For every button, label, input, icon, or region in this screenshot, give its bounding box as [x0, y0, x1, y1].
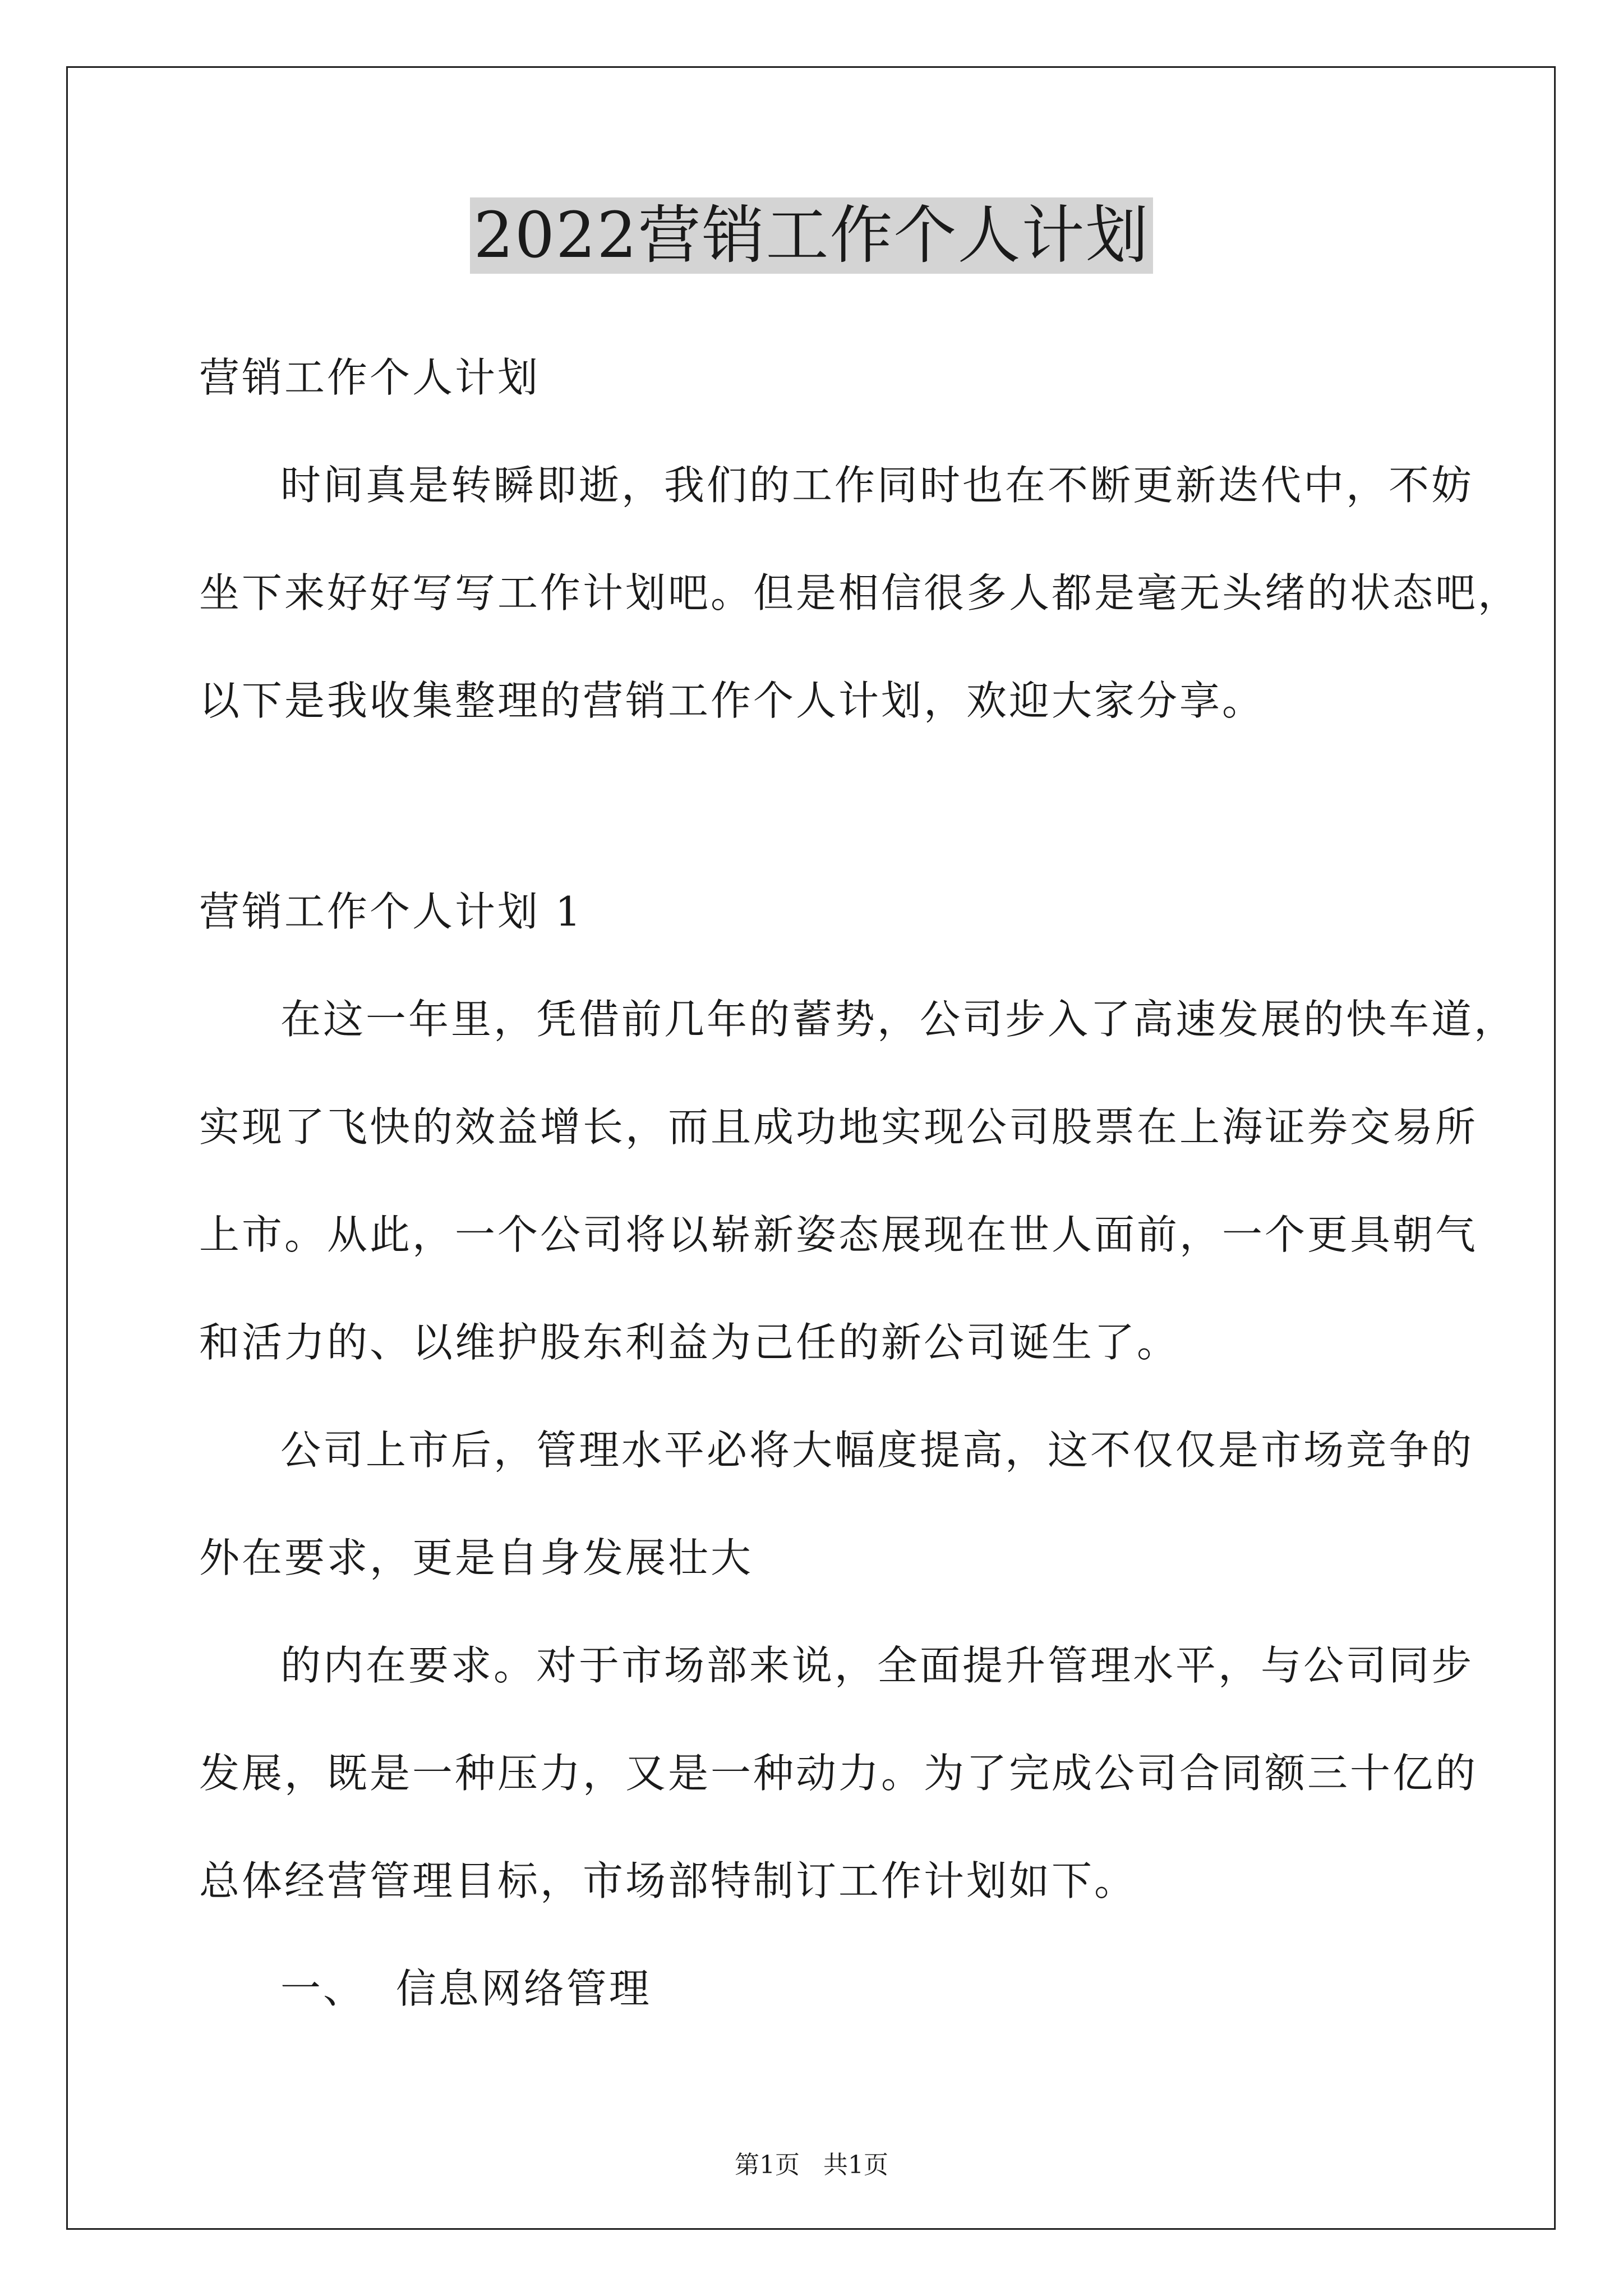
intro-line-3: 以下是我收集整理的营销工作个人计划，欢迎大家分享。: [199, 677, 1265, 724]
section-heading: 营销工作个人计划 1: [199, 888, 583, 935]
document-subtitle: 营销工作个人计划: [199, 354, 541, 401]
para1-line-4: 和活力的、以维护股东利益为己任的新公司诞生了。: [199, 1319, 1180, 1366]
intro-line-1: 时间真是转瞬即逝，我们的工作同时也在不断更新迭代中，不妨: [280, 462, 1474, 509]
page-total: 共1页: [823, 2151, 888, 2179]
para2-line-1: 公司上市后，管理水平必将大幅度提高，这不仅仅是市场竞争的: [280, 1427, 1474, 1474]
para2-line-2: 外在要求，更是自身发展壮大: [199, 1534, 754, 1581]
para3-line-3: 总体经营管理目标，市场部特制订工作计划如下。: [199, 1857, 1137, 1904]
para3-line-1: 的内在要求。对于市场部来说，全面提升管理水平，与公司同步: [280, 1642, 1474, 1689]
page-number: 第1页: [735, 2151, 800, 2179]
title-container: [0, 197, 1623, 274]
para1-line-1: 在这一年里，凭借前几年的蓄势，公司步入了高速发展的快车道，: [280, 996, 1517, 1043]
para1-line-2: 实现了飞快的效益增长，而且成功地实现公司股票在上海证券交易所: [199, 1103, 1478, 1151]
intro-line-2: 坐下来好好写写工作计划吧。但是相信很多人都是毫无头绪的状态吧，: [199, 569, 1521, 616]
page-footer: [0, 2150, 1623, 2181]
para3-line-2: 发展，既是一种压力，又是一种动力。为了完成公司合同额三十亿的: [199, 1750, 1478, 1797]
para1-line-3: 上市。从此，一个公司将以崭新姿态展现在世人面前，一个更具朝气: [199, 1211, 1478, 1258]
document-title: 2022营销工作个人计划: [470, 197, 1152, 274]
list-item-1: 一、 信息网络管理: [280, 1965, 652, 2012]
